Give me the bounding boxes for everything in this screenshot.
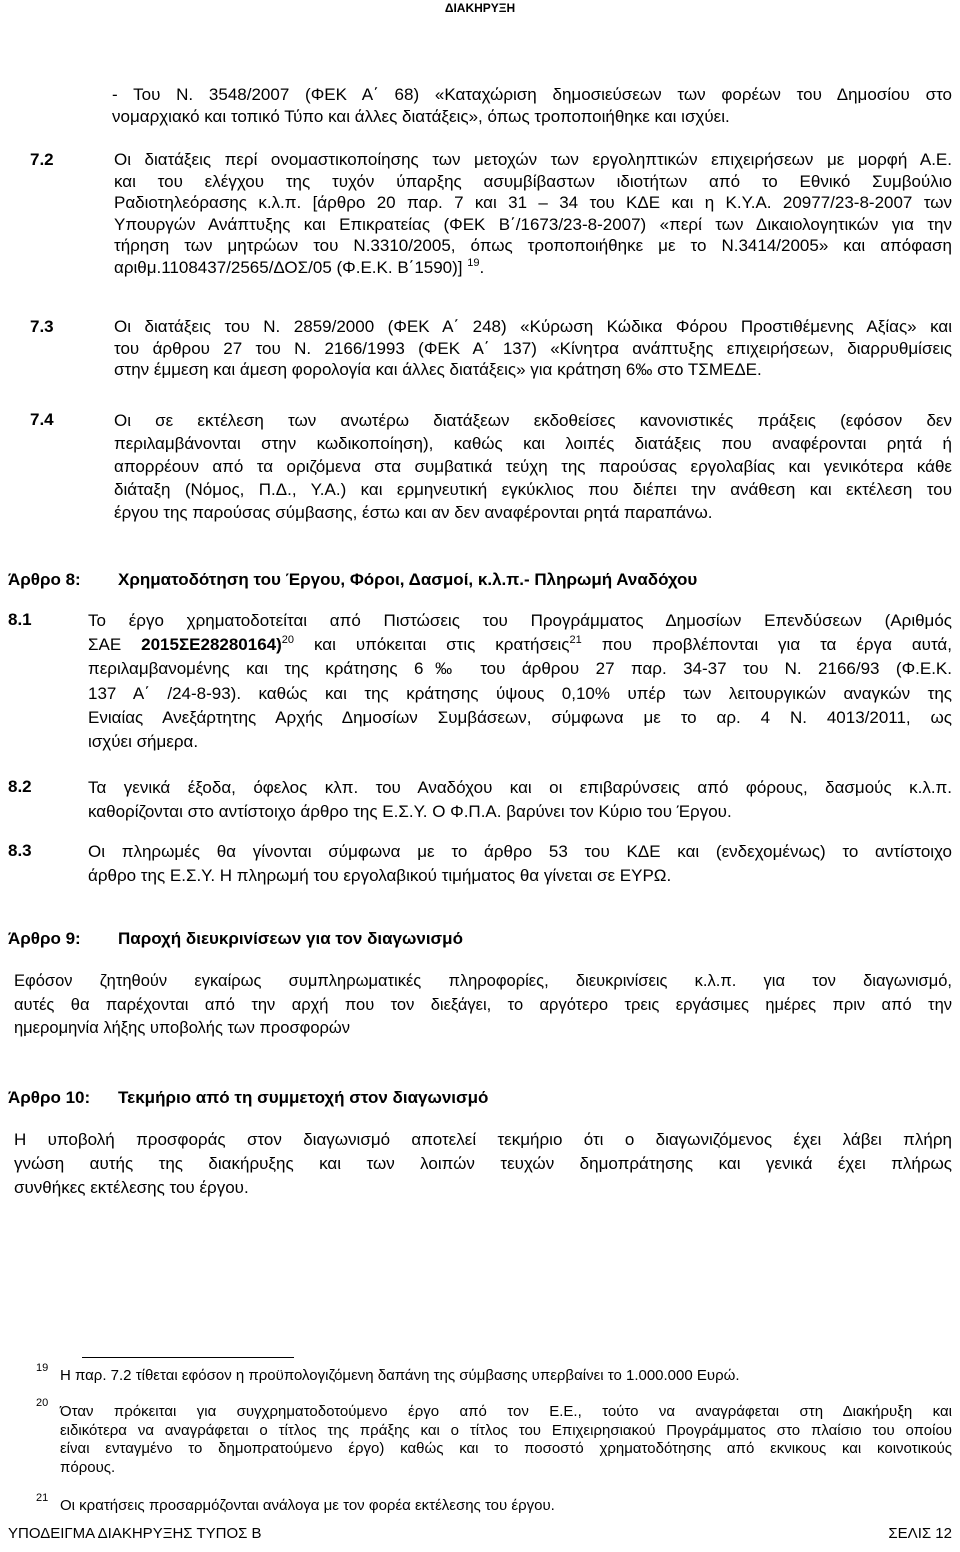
text-line: Οι διατάξεις περί ονομαστικοποίησης των μετοχών των εργοληπτικών επιχειρήσεων με μορφή Α.Ε. (114, 150, 952, 169)
paragraph-9 (14, 970, 952, 1041)
footnote-19 (60, 1367, 952, 1386)
paragraph-7-3 (114, 316, 952, 381)
text-line: Οι διατάξεις του Ν. 2859/2000 (ΦΕΚ Α΄ 248) «Κύρωση Κώδικα Φόρου Προστιθέμενης Αξίας» και (114, 317, 952, 336)
paragraph-7-2 (114, 149, 952, 278)
text-line: Ραδιοτηλεόρασης κ.λ.π. [άρθρο 20 παρ. 7 και 31 – 34 του ΚΔΕ και η Κ.Υ.Α. 20977/23-8-2007 των (114, 193, 952, 212)
text-line: Η υποβολή προσφοράς στον διαγωνισμό αποτελεί τεκμήριο ότι ο διαγωνιζόμενος έχει λάβει πλήρη (14, 1130, 952, 1149)
text-line: συνθήκες εκτέλεσης του έργου. (14, 1178, 249, 1197)
footnote-number: 19 (36, 1362, 49, 1374)
text-line: Τα γενικά έξοδα, όφελος κλπ. του Αναδόχου και οι επιβαρύνσεις από φόρους, δασμούς κ.λ.π. (88, 778, 952, 797)
text-line: έργου της παρούσας σύμβασης, έστω και αν δεν αναφέρονται ρητά παραπάνω. (114, 503, 713, 522)
article-10-title: Τεκμήριο από τη συμμετοχή στον διαγωνισμό (118, 1088, 489, 1107)
sae-prefix: ΣΑΕ (88, 635, 142, 655)
paragraph-number-8-1: 8.1 (8, 610, 32, 629)
text-line: νομαρχιακό και τοπικό Τύπο και άλλες διατάξεις», όπως τροποποιήθηκε και ισχύει. (112, 106, 730, 126)
paragraph-number-7-2: 7.2 (30, 150, 54, 169)
text-line: Η παρ. 7.2 τίθεται εφόσον η προϋπολογιζόμενη δαπάνη της σύμβασης υπερβαίνει το 1.000.000 Ευρώ. (60, 1367, 740, 1384)
text-line: καθορίζονται στο αντίστοιχο άρθρο της Ε.Σ.Υ. Ο Φ.Π.Α. βαρύνει τον Κύριο του Έργου. (88, 802, 732, 821)
text-line (88, 633, 952, 657)
footer-page-number: ΣΕΛΙΣ 12 (888, 1525, 952, 1542)
text-line: περιλαμβάνονται στην κωδικοποίηση), καθώς και λοιπές διατάξεις που αναφέρονται ρητά ή (114, 434, 952, 453)
text-line: Οι πληρωμές θα γίνονται σύμφωνα με το άρθρο 53 του ΚΔΕ και (ενδεχομένως) το αντίστοιχο (88, 842, 952, 861)
text-line: άρθρο της Ε.Σ.Υ. Η πληρωμή του εργολαβικού τιμήματος θα γίνεται σε ΕΥΡΩ. (88, 866, 672, 885)
page-header: ΔΙΑΚΗΡΥΞΗ (444, 1, 516, 15)
text-line: 137 Α΄ /24-8-93). καθώς και της κράτησης ύψους 0,10% υπέρ των λειτουργικών αναγκών της (88, 683, 952, 703)
sae-code: 2015ΣΕ28280164) (141, 635, 282, 655)
footnote-number: 21 (36, 1492, 49, 1504)
text-line: Εφόσον ζητηθούν εγκαίρως συμπληρωματικές πληροφορίες, διευκρινίσεις κ.λ.π. για τον διαγωνισμό, (14, 972, 952, 990)
line-end: . (479, 257, 485, 277)
footnote-ref: 21 (569, 634, 582, 647)
text-line: διάταξη (Νόμος, Π.Δ., Υ.Α.) και ερμηνευτική εγκύκλιος που διέπει την ανάθεση και εκτέλεση του (114, 480, 952, 499)
article-10-label: Άρθρο 10: (8, 1088, 91, 1107)
paragraph-8-3 (88, 840, 952, 888)
footnote-20 (60, 1403, 952, 1478)
text-line: - Του Ν. 3548/2007 (ΦΕΚ Α΄ 68) «Καταχώριση δημοσιεύσεων των φορέων του Δημοσίου στο (112, 85, 952, 104)
text-line: Το έργο χρηματοδοτείται από Πιστώσεις του Προγράμματος Δημοσίων Επενδύσεων (Αριθμός (88, 611, 952, 630)
text-line: Ενιαίας Ανεξάρτητης Αρχής Δημοσίων Συμβάσεων, σύμφωνα με το αρ. 4 Ν. 4013/2011, ως (88, 707, 952, 727)
paragraph-7-4 (114, 409, 952, 524)
text-line: γνώση αυτής της διακήρυξης και των λοιπών τευχών δημοπράτησης και γενικά έχει πλήρως (14, 1154, 952, 1173)
paragraph-number-8-3: 8.3 (8, 841, 32, 860)
text-line: Οι κρατήσεις προσαρμόζονται ανάλογα με τον φορέα εκτέλεσης του έργου. (60, 1497, 555, 1514)
text-line: πόρους. (60, 1459, 116, 1477)
text-line: στην έμμεση και άμεση φορολογία και άλλες διατάξεις» για κράτηση 6‰ στο ΤΣΜΕΔΕ. (114, 360, 762, 379)
text-line: αυτές θα παρέχονται από την αρχή που τον διεξάγει, το αργότερο τρεις εργάσιμες ημέρες πριν από την (14, 995, 952, 1014)
footnote-number: 20 (36, 1397, 49, 1409)
footnote-ref: 19 (467, 256, 480, 269)
text-line: περιλαμβανομένης και της κράτησης 6‰ του άρθρου 27 παρ. 34-37 του Ν. 2166/93 (Φ.Ε.Κ. (88, 659, 952, 679)
paragraph-10 (14, 1128, 952, 1200)
intro-paragraph (112, 84, 952, 127)
text-line: τήρηση των μητρώων του Ν.3310/2005, όπως τροποποιήθηκε με το Ν.3414/2005» και απόφαση (114, 236, 952, 255)
text-line: Οι σε εκτέλεση των ανωτέρω διατάξεων εκδοθείσες κανονιστικές πράξεις (εφόσον δεν (114, 411, 952, 430)
article-8-title: Χρηματοδότηση του Έργου, Φόροι, Δασμοί, κ.λ.π.- Πληρωμή Αναδόχου (118, 570, 698, 589)
text-line: ημερομηνία λήξης υποβολής των προσφορών (14, 1019, 351, 1037)
paragraph-number-7-3: 7.3 (30, 317, 54, 336)
line-text: αριθμ.1108437/2565/ΔΟΣ/05 (Φ.Ε.Κ. Β΄1590)] (114, 257, 463, 277)
paragraph-8-2 (88, 776, 952, 824)
text-line: απορρέουν από τα οριζόμενα στα συμβατικά τεύχη της παρούσας εργολαβίας και γενικότερα κάθε (114, 457, 952, 476)
text-line: Όταν πρόκειται για συγχρηματοδοτούμενο έργο από τον Ε.Ε., τούτο να αναγράφεται στη Διακήρυξη και (60, 1403, 952, 1420)
article-9-title: Παροχή διευκρινίσεων για τον διαγωνισμό (118, 929, 463, 948)
text-line: ειδικότερα να αναγράφεται ο τίτλος της πράξης και ο τίτλος του Επιχειρησιακού Προγράμματος στο πλαίσιο του οποίου (60, 1421, 952, 1439)
text-line: ισχύει σήμερα. (88, 732, 199, 752)
footnote-21 (60, 1497, 952, 1516)
text-line (114, 257, 952, 279)
article-8-label: Άρθρο 8: (8, 570, 81, 589)
paragraph-number-8-2: 8.2 (8, 777, 32, 796)
article-9-label: Άρθρο 9: (8, 929, 81, 948)
paragraph-number-7-4: 7.4 (30, 410, 54, 429)
text-line: είναι ενταγμένο το δημοπρατούμενο έργο) καθώς και το ποσοστό χρηματοδότησης από εκνικους και κοινοτικούς (60, 1440, 952, 1458)
paragraph-8-1 (88, 609, 952, 754)
text-line: και του ελέγχου της τυχόν ύπαρξης ασυμβίβαστων ιδιοτήτων από το Εθνικό Συμβούλιο (114, 171, 952, 191)
line-text: και υπόκειται στις κρατήσεις (294, 635, 570, 655)
text-line: Υπουργών Ανάπτυξης και Επικρατείας (ΦΕΚ Β΄/1673/23-8-2007) «περί των Δικαιολογητικών για την (114, 214, 952, 234)
footer-left: ΥΠΟΔΕΙΓΜΑ ΔΙΑΚΗΡΥΞΗΣ ΤΥΠΟΣ Β (8, 1525, 262, 1542)
line-text: που προβλέπονται για τα έργα αυτά, (581, 635, 952, 655)
text-line: του άρθρου 27 του Ν. 2166/1993 (ΦΕΚ Α΄ 137) «Κίνητρα ανάπτυξης επιχειρήσεων, διαρρυθμίσεις (114, 338, 952, 358)
footnote-separator (82, 1357, 294, 1358)
footnote-ref: 20 (281, 634, 295, 647)
